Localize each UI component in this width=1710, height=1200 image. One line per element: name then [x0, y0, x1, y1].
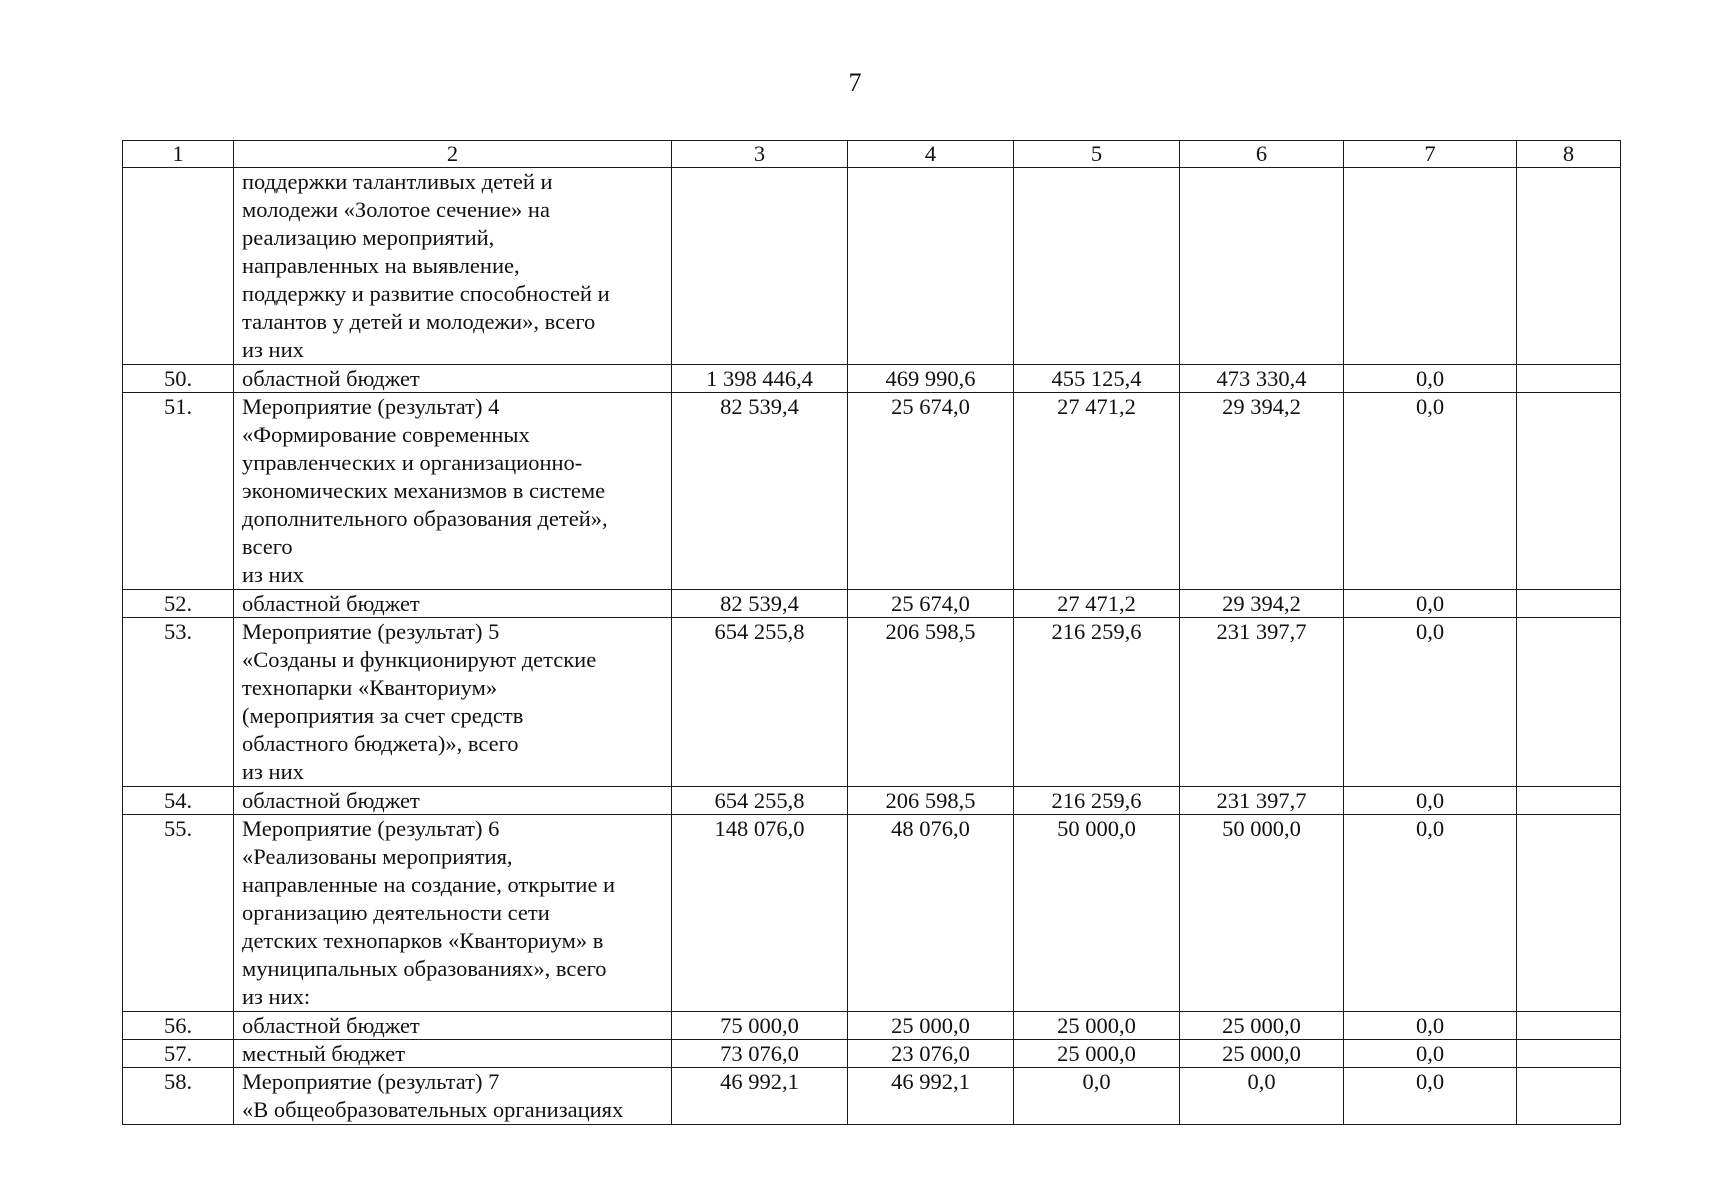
value-cell-col8 [1517, 618, 1621, 787]
description-line: из них [242, 337, 304, 362]
value-cell-col4: 23 076,0 [848, 1040, 1014, 1068]
table-row [123, 815, 1621, 1012]
value-cell-col5: 216 259,6 [1014, 618, 1180, 787]
value-cell-col5: 25 000,0 [1014, 1040, 1180, 1068]
column-header: 4 [848, 141, 1014, 168]
value-cell-col6: 473 330,4 [1180, 365, 1344, 393]
description-line: местный бюджет [242, 1041, 406, 1066]
value-cell-col7: 0,0 [1344, 1012, 1517, 1040]
column-header: 3 [672, 141, 848, 168]
column-header: 7 [1344, 141, 1517, 168]
table-row [123, 618, 1621, 787]
row-number-cell: 57. [123, 1040, 234, 1068]
value-cell-col7: 0,0 [1344, 590, 1517, 618]
value-cell-col7 [1344, 168, 1517, 365]
value-cell-col3 [672, 168, 848, 365]
description-line: Мероприятие (результат) 4 [242, 394, 500, 419]
table-row [123, 365, 1621, 393]
description-line: областной бюджет [242, 1013, 420, 1038]
table-row [123, 787, 1621, 815]
description-line: дополнительного образования детей», [242, 506, 608, 531]
value-cell-col3: 75 000,0 [672, 1012, 848, 1040]
description-line: технопарки «Кванториум» [242, 675, 498, 700]
description-line: областного бюджета)», всего [242, 731, 519, 756]
row-number-cell: 54. [123, 787, 234, 815]
description-line: областной бюджет [242, 591, 420, 616]
page-number: 7 [848, 68, 862, 97]
column-header: 2 [234, 141, 672, 168]
row-number-cell: 56. [123, 1012, 234, 1040]
description-line: из них [242, 759, 304, 784]
value-cell-col7: 0,0 [1344, 815, 1517, 1012]
value-cell-col3: 73 076,0 [672, 1040, 848, 1068]
value-cell-col8 [1517, 393, 1621, 590]
description-line: талантов у детей и молодежи», всего [242, 309, 596, 334]
description-line: (мероприятия за счет средств [242, 703, 524, 728]
column-header: 8 [1517, 141, 1621, 168]
value-cell-col6: 231 397,7 [1180, 787, 1344, 815]
column-header: 1 [123, 141, 234, 168]
description-cell [234, 787, 672, 815]
description-line: Мероприятие (результат) 6 [242, 816, 500, 841]
table-row [123, 1040, 1621, 1068]
column-header: 6 [1180, 141, 1344, 168]
description-line: из них [242, 562, 304, 587]
description-cell [234, 815, 672, 1012]
description-line: реализацию мероприятий, [242, 225, 495, 250]
value-cell-col3: 46 992,1 [672, 1068, 848, 1125]
value-cell-col6 [1180, 168, 1344, 365]
row-number-cell: 58. [123, 1068, 234, 1125]
value-cell-col8 [1517, 1068, 1621, 1125]
description-cell [234, 365, 672, 393]
value-cell-col8 [1517, 1012, 1621, 1040]
row-number-cell: 51. [123, 393, 234, 590]
value-cell-col6: 29 394,2 [1180, 393, 1344, 590]
value-cell-col6: 231 397,7 [1180, 618, 1344, 787]
value-cell-col7: 0,0 [1344, 618, 1517, 787]
value-cell-col5: 0,0 [1014, 1068, 1180, 1125]
description-cell [234, 618, 672, 787]
description-cell [234, 1068, 672, 1125]
description-line: Мероприятие (результат) 7 [242, 1069, 500, 1094]
value-cell-col8 [1517, 815, 1621, 1012]
description-cell [234, 1012, 672, 1040]
value-cell-col5: 27 471,2 [1014, 590, 1180, 618]
value-cell-col7: 0,0 [1344, 787, 1517, 815]
description-line: поддержки талантливых детей и [242, 169, 553, 194]
row-number-cell: 50. [123, 365, 234, 393]
description-line: экономических механизмов в системе [242, 478, 606, 503]
value-cell-col3: 82 539,4 [672, 590, 848, 618]
table-row [123, 1068, 1621, 1125]
column-header: 5 [1014, 141, 1180, 168]
value-cell-col7: 0,0 [1344, 1040, 1517, 1068]
description-line: из них: [242, 984, 311, 1009]
description-line: молодежи «Золотое сечение» на [242, 197, 550, 222]
description-line: поддержку и развитие способностей и [242, 281, 610, 306]
table-row [123, 1012, 1621, 1040]
description-line: муниципальных образованиях», всего [242, 956, 607, 981]
description-line: детских технопарков «Кванториум» в [242, 928, 604, 953]
table-row [123, 168, 1621, 365]
value-cell-col8 [1517, 365, 1621, 393]
value-cell-col3: 654 255,8 [672, 618, 848, 787]
description-line: всего [242, 534, 293, 559]
description-line: направленных на выявление, [242, 253, 520, 278]
value-cell-col8 [1517, 168, 1621, 365]
description-line: Мероприятие (результат) 5 [242, 619, 500, 644]
value-cell-col4: 25 674,0 [848, 393, 1014, 590]
value-cell-col8 [1517, 1040, 1621, 1068]
value-cell-col3: 148 076,0 [672, 815, 848, 1012]
description-line: «Формирование современных [242, 422, 530, 447]
value-cell-col4: 206 598,5 [848, 787, 1014, 815]
description-cell [234, 393, 672, 590]
value-cell-col4 [848, 168, 1014, 365]
value-cell-col3: 82 539,4 [672, 393, 848, 590]
value-cell-col6: 25 000,0 [1180, 1012, 1344, 1040]
value-cell-col4: 25 000,0 [848, 1012, 1014, 1040]
value-cell-col4: 206 598,5 [848, 618, 1014, 787]
value-cell-col5 [1014, 168, 1180, 365]
description-line: направленные на создание, открытие и [242, 872, 616, 897]
value-cell-col7: 0,0 [1344, 1068, 1517, 1125]
value-cell-col6: 29 394,2 [1180, 590, 1344, 618]
value-cell-col5: 455 125,4 [1014, 365, 1180, 393]
budget-table [122, 140, 1621, 1125]
description-cell [234, 1040, 672, 1068]
value-cell-col5: 50 000,0 [1014, 815, 1180, 1012]
value-cell-col6: 25 000,0 [1180, 1040, 1344, 1068]
description-line: «В общеобразовательных организациях [242, 1097, 624, 1122]
description-line: организацию деятельности сети [242, 900, 550, 925]
value-cell-col7: 0,0 [1344, 393, 1517, 590]
value-cell-col5: 216 259,6 [1014, 787, 1180, 815]
row-number-cell [123, 168, 234, 365]
description-line: областной бюджет [242, 366, 420, 391]
row-number-cell: 52. [123, 590, 234, 618]
table-header-row [123, 141, 1621, 168]
value-cell-col4: 25 674,0 [848, 590, 1014, 618]
row-number-cell: 55. [123, 815, 234, 1012]
table-row [123, 393, 1621, 590]
value-cell-col8 [1517, 787, 1621, 815]
value-cell-col6: 50 000,0 [1180, 815, 1344, 1012]
value-cell-col4: 48 076,0 [848, 815, 1014, 1012]
description-line: областной бюджет [242, 788, 420, 813]
value-cell-col4: 46 992,1 [848, 1068, 1014, 1125]
row-number-cell: 53. [123, 618, 234, 787]
value-cell-col5: 25 000,0 [1014, 1012, 1180, 1040]
value-cell-col4: 469 990,6 [848, 365, 1014, 393]
description-line: управленческих и организационно- [242, 450, 583, 475]
value-cell-col7: 0,0 [1344, 365, 1517, 393]
value-cell-col5: 27 471,2 [1014, 393, 1180, 590]
description-cell [234, 590, 672, 618]
description-cell [234, 168, 672, 365]
description-line: «Реализованы мероприятия, [242, 844, 513, 869]
value-cell-col8 [1517, 590, 1621, 618]
value-cell-col3: 1 398 446,4 [672, 365, 848, 393]
description-line: «Созданы и функционируют детские [242, 647, 597, 672]
value-cell-col3: 654 255,8 [672, 787, 848, 815]
table-row [123, 590, 1621, 618]
value-cell-col6: 0,0 [1180, 1068, 1344, 1125]
